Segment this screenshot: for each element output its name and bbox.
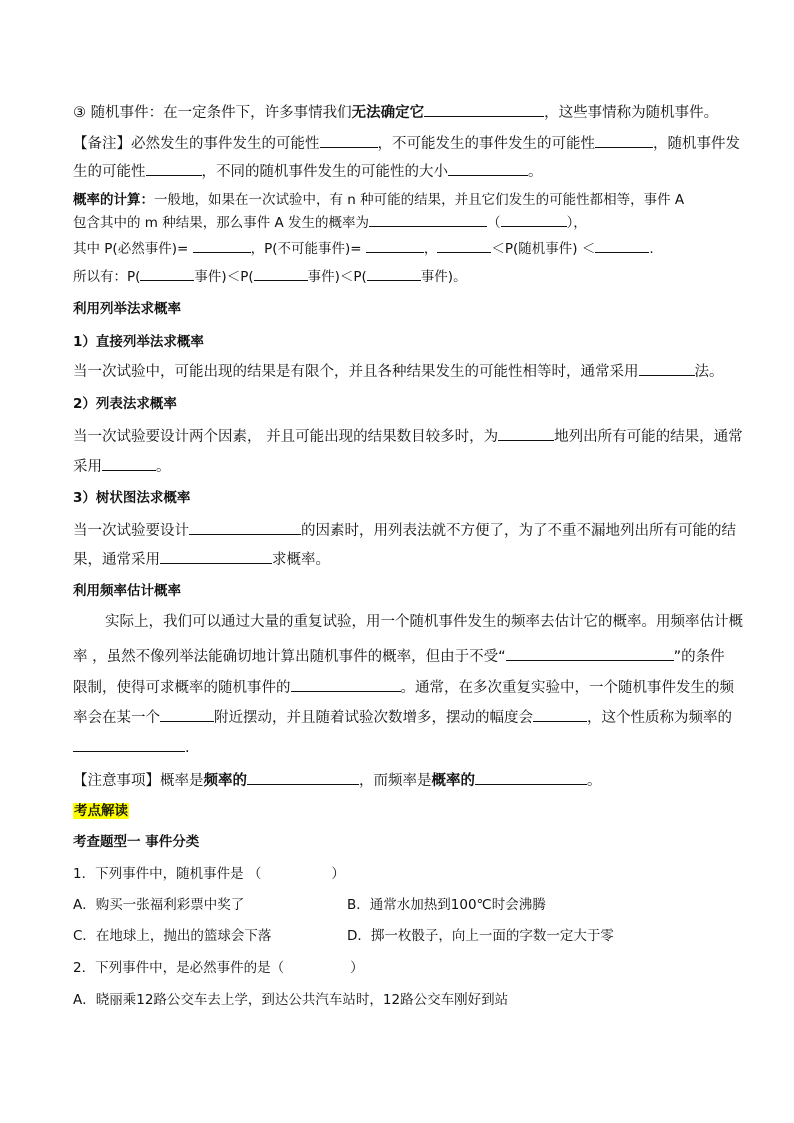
blank xyxy=(193,238,251,253)
subheading-direct-enumeration: 1）直接列举法求概率 xyxy=(73,334,204,350)
blank xyxy=(366,238,424,253)
blank xyxy=(595,133,653,148)
tree-method-line-2: 果，通常采用 求概率。 xyxy=(73,549,330,570)
blank xyxy=(254,266,308,281)
blank xyxy=(73,737,185,752)
frequency-para-line-3: 限制，使得可求概率的随机事件的 。通常，在多次重复实验中，一个随机事件发生的频 xyxy=(73,677,734,698)
table-method-line-2: 采用 。 xyxy=(73,456,171,477)
blank xyxy=(533,707,587,722)
blank xyxy=(498,426,554,441)
probability-order-line: 所以有：P( 事件)＜P( 事件)＜P( 事件)。 xyxy=(73,266,467,287)
frequency-para-line-2: 率 ，虽然不像列举法能确切地计算出随机事件的概率，但由于不受“ ”的条件 xyxy=(73,646,725,667)
question-2-stem: 2．下列事件中，是必然事件的是（ ） xyxy=(73,960,364,976)
blank xyxy=(160,549,272,564)
frequency-para-line-4: 率会在某一个 附近摆动，并且随着试验次数增多，摆动的幅度会 ，这个性质称为频率的 xyxy=(73,707,732,728)
subheading-tree-method: 3）树状图法求概率 xyxy=(73,490,191,506)
blank xyxy=(291,677,401,692)
blank xyxy=(437,238,491,253)
probability-calc-line-1: 概率的计算：一般地，如果在一次试验中，有 n 种可能的结果，并且它们发生的可能性都相等，事件 A xyxy=(73,192,685,208)
blank xyxy=(189,520,301,535)
blank xyxy=(160,707,214,722)
note-line-2: 生的可能性 ，不同的随机事件发生的可能性的大小 。 xyxy=(73,161,543,182)
frequency-para-line-1: 实际上，我们可以通过大量的重复试验，用一个随机事件发生的频率去估计它的概率。用频率估计概 xyxy=(105,614,743,630)
question-type-heading: 考查题型一 事件分类 xyxy=(73,834,200,850)
question-2-option-a: A．晓丽乘12路公交车去上学，到达公共汽车站时，12路公交车刚好到站 xyxy=(73,992,509,1008)
question-1-option-a: A．购买一张福利彩票中奖了 xyxy=(73,897,245,913)
attention-note: 【注意事项】概率是频率的 ，而频率是概率的 。 xyxy=(73,770,602,791)
exam-points-label: 考点解读 xyxy=(74,803,128,819)
section-heading-enumeration: 利用列举法求概率 xyxy=(73,301,181,317)
note-line-1: 【备注】必然发生的事件发生的可能性 ，不可能发生的事件发生的可能性 ，随机事件发 xyxy=(73,133,740,154)
question-1-option-b: B．通常水加热到100℃时会沸腾 xyxy=(347,897,546,913)
subheading-table-method: 2）列表法求概率 xyxy=(73,396,177,412)
blank xyxy=(369,212,487,227)
blank xyxy=(506,646,674,661)
direct-enumeration-text: 当一次试验中，可能出现的结果是有限个，并且各种结果发生的可能性相等时，通常采用 法。 xyxy=(73,361,724,382)
blank xyxy=(639,361,695,376)
question-1-stem: 1．下列事件中，随机事件是 （ ） xyxy=(73,866,345,882)
blank xyxy=(367,266,421,281)
blank xyxy=(475,770,587,785)
blank xyxy=(247,770,359,785)
blank xyxy=(140,266,194,281)
blank xyxy=(501,212,567,227)
table-method-line-1: 当一次试验要设计两个因素， 并且可能出现的结果数目较多时，为 地列出所有可能的结果，通常 xyxy=(73,426,743,447)
question-1-option-d: D．掷一枚骰子，向上一面的字数一定大于零 xyxy=(347,928,614,944)
tree-method-line-1: 当一次试验要设计 的因素时，用列表法就不方便了，为了不重不漏地列出所有可能的结 xyxy=(73,520,736,541)
blank xyxy=(320,133,378,148)
blank xyxy=(448,161,528,176)
blank xyxy=(146,161,202,176)
frequency-para-line-5: . xyxy=(73,737,190,758)
section-heading-frequency: 利用频率估计概率 xyxy=(73,583,181,599)
blank xyxy=(595,238,649,253)
probability-calc-line-2: 包含其中的 m 种结果，那么事件 A 发生的概率为 （ ）， xyxy=(73,212,587,233)
question-1-option-c: C．在地球上，抛出的篮球会下落 xyxy=(73,928,272,944)
random-event-definition: ③ 随机事件：在一定条件下，许多事情我们无法确定它 ，这些事情称为随机事件。 xyxy=(73,102,718,123)
blank xyxy=(424,102,544,117)
blank xyxy=(102,456,156,471)
probability-range-line: 其中 P(必然事件)= ，P(不可能事件)= ， ＜P(随机事件) ＜ . xyxy=(73,238,654,259)
